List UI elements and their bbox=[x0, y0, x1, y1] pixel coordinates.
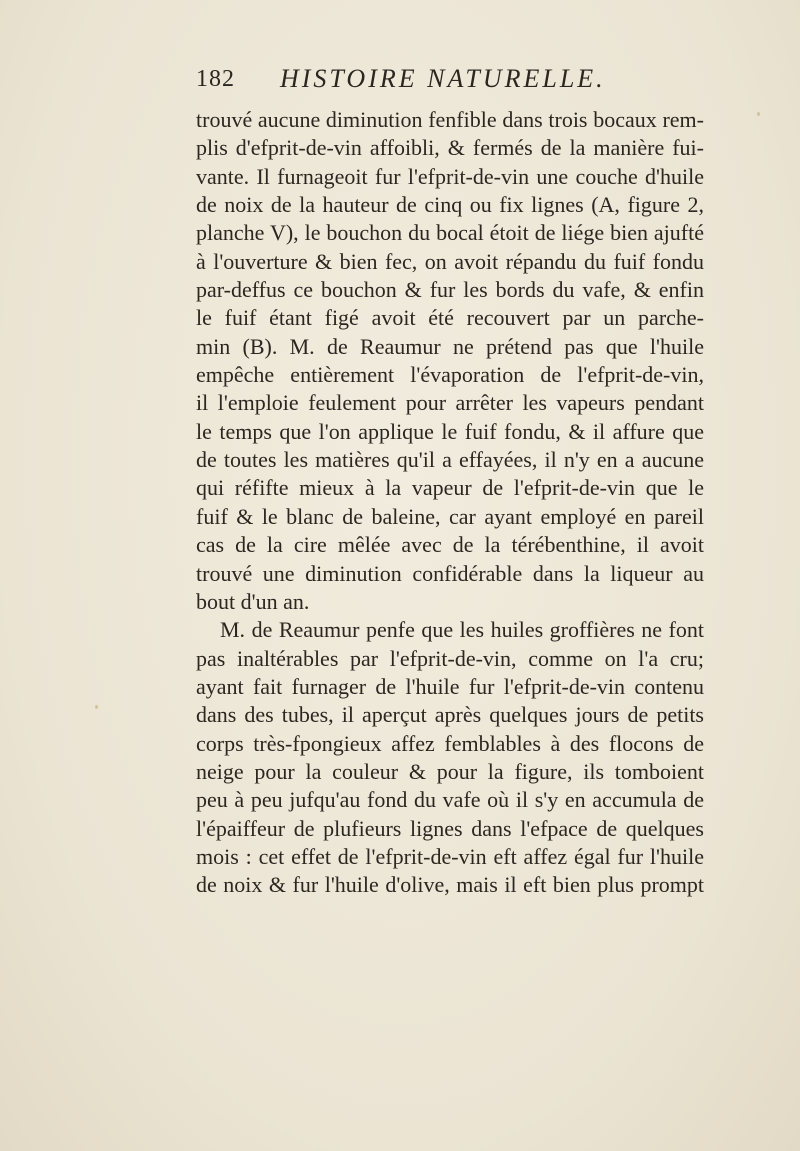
paper-speck bbox=[757, 112, 760, 116]
text-line: trouvé une diminution confidérable dans la liqueur au bbox=[196, 560, 704, 586]
text-line: vante. Il furnageoit fur l'efprit-de-vin une couche d'huile bbox=[196, 163, 704, 189]
text-line: empêche entièrement l'évaporation de l'efprit-de-vin, bbox=[196, 362, 704, 388]
text-line: le temps que l'on applique le fuif fondu, & il affure que bbox=[196, 418, 704, 444]
page-number: 182 bbox=[196, 66, 235, 92]
text-line: de noix de la hauteur de cinq ou fix lignes (A, figure 2, bbox=[196, 192, 704, 218]
text-line: bout d'un an. bbox=[196, 588, 310, 614]
text-line: l'épaiffeur de plufieurs lignes dans l'efpace de quelques bbox=[196, 815, 704, 841]
paragraph-2 bbox=[196, 616, 704, 899]
text-line: plis d'efprit-de-vin affoibli, & fermés de la manière fui- bbox=[196, 135, 704, 161]
text-line: par-deffus ce bouchon & fur les bords du vafe, & enfin bbox=[196, 277, 704, 303]
text-line: trouvé aucune diminution fenfible dans trois bocaux rem- bbox=[196, 107, 704, 132]
text-line: à l'ouverture & bien fec, on avoit répandu du fuif fondu bbox=[196, 248, 704, 274]
text-line: peu à peu jufqu'au fond du vafe où il s'y en accumula de bbox=[196, 787, 704, 813]
text-line: cas de la cire mêlée avec de la térébenthine, il avoit bbox=[196, 532, 704, 558]
text-line: qui réfifte mieux à la vapeur de l'efprit-de-vin que le bbox=[196, 475, 704, 501]
text-line: corps très-fpongieux affez femblables à des flocons de bbox=[196, 730, 704, 756]
paper-speck bbox=[95, 705, 98, 709]
text-line: pas inaltérables par l'efprit-de-vin, comme on l'a cru; bbox=[196, 645, 704, 671]
text-line: neige pour la couleur & pour la figure, ils tomboient bbox=[196, 758, 704, 784]
paragraph-1 bbox=[196, 106, 704, 616]
body-text bbox=[196, 106, 704, 900]
running-title: HISTOIRE NATURELLE. bbox=[280, 64, 606, 93]
text-line: fuif & le blanc de baleine, car ayant employé en pareil bbox=[196, 503, 704, 529]
text-line: le fuif étant figé avoit été recouvert par un parche- bbox=[196, 305, 704, 331]
text-line: ayant fait furnager de l'huile fur l'efprit-de-vin contenu bbox=[196, 673, 704, 699]
text-line: min (B). M. de Reaumur ne prétend pas que l'huile bbox=[196, 333, 704, 359]
text-line: planche V), le bouchon du bocal étoit de liége bien ajufté bbox=[196, 220, 704, 246]
text-line: il l'emploie feulement pour arrêter les vapeurs pendant bbox=[196, 390, 704, 416]
page-header bbox=[196, 64, 676, 104]
text-line: dans des tubes, il aperçut après quelques jours de petits bbox=[196, 702, 704, 728]
text-line: M. de Reaumur penfe que les huiles groffières ne font bbox=[220, 617, 704, 643]
text-line: de noix & fur l'huile d'olive, mais il eft bien plus prompt bbox=[196, 872, 704, 898]
text-line: mois : cet effet de l'efprit-de-vin eft affez égal fur l'huile bbox=[196, 843, 704, 869]
text-line: de toutes les matières qu'il a effayées, il n'y en a aucune bbox=[196, 447, 704, 473]
